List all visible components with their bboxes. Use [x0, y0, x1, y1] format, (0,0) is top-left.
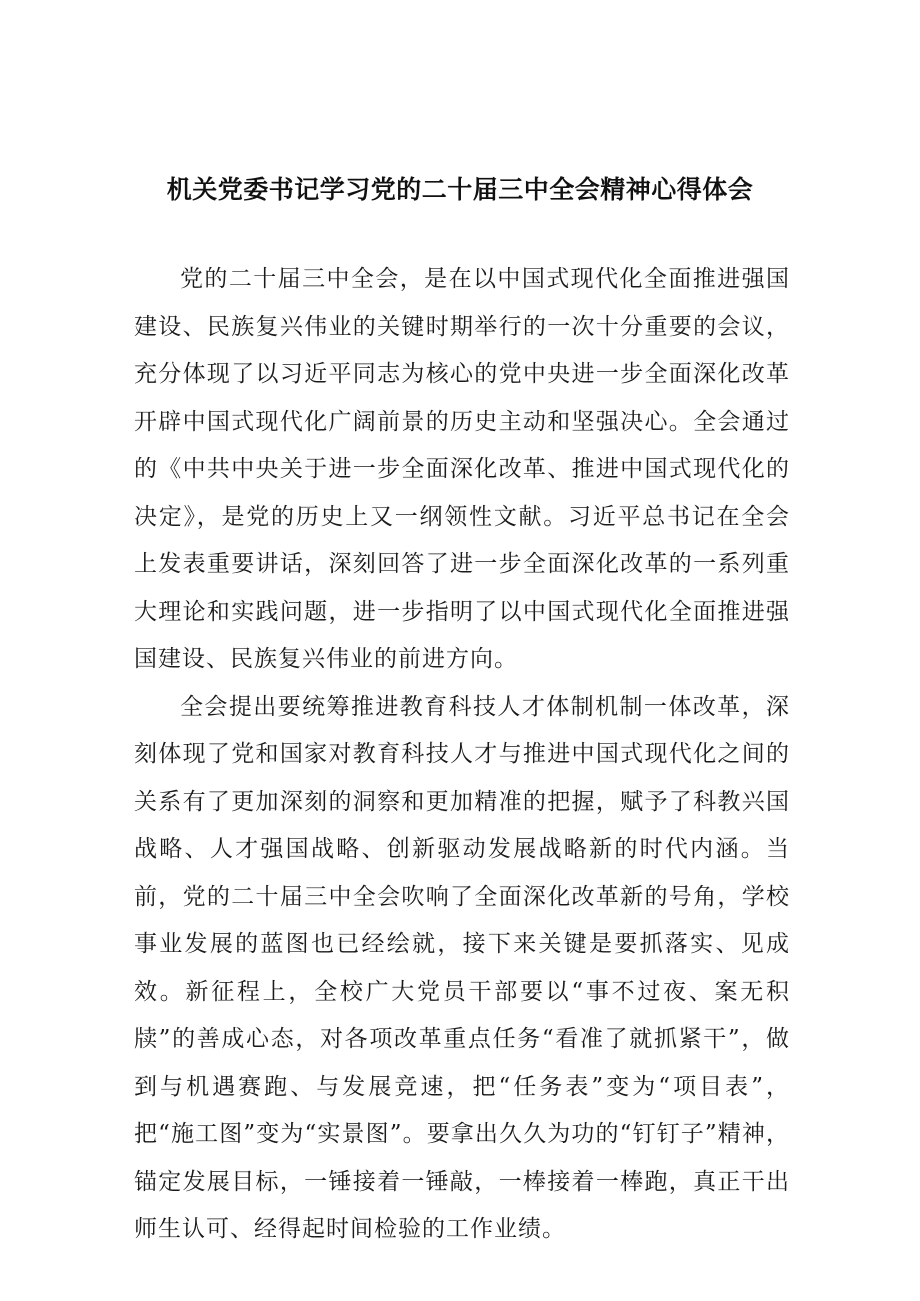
document-body: [134, 256, 790, 1254]
document-title: 机关党委书记学习党的二十届三中全会精神心得体会: [166, 175, 754, 204]
paragraph-1: 党的二十届三中全会，是在以中国式现代化全面推进强国建设、民族复兴伟业的关键时期举行的一次十分重要的会议，充分体现了以习近平同志为核心的党中央进一步全面深化改革开辟中国式现代化广阔前景的历史主动和坚强决心。全会通过的《中共中央关于进一步全面深化改革、推进中国式现代化的决定》，是党的历史上又一纲领性文献。习近平总书记在全会上发表重要讲话，深刻回答了进一步全面深化改革的一系列重大理论和实践问题，进一步指明了以中国式现代化全面推进强国建设、民族复兴伟业的前进方向。: [134, 266, 790, 672]
paragraph-2: 全会提出要统筹推进教育科技人才体制机制一体改革，深刻体现了党和国家对教育科技人才与推进中国式现代化之间的关系有了更加深刻的洞察和更加精准的把握，赋予了科教兴国战略、人才强国战略、创新驱动发展战略新的时代内涵。当前，党的二十届三中全会吹响了全面深化改革新的号角，学校事业发展的蓝图也已经绘就，接下来关键是要抓落实、见成效。新征程上，全校广大党员干部要以“事不过夜、案无积牍”的善成心态，对各项改革重点任务“看准了就抓紧干”，做到与机遇赛跑、与发展竞速，把“任务表”变为“项目表”，把“施工图”变为“实景图”。要拿出久久为功的“钉钉子”精神，锚定发展目标，一锤接着一锤敲，一棒接着一棒跑，真正干出师生认可、经得起时间检验的工作业绩。: [134, 693, 790, 1242]
